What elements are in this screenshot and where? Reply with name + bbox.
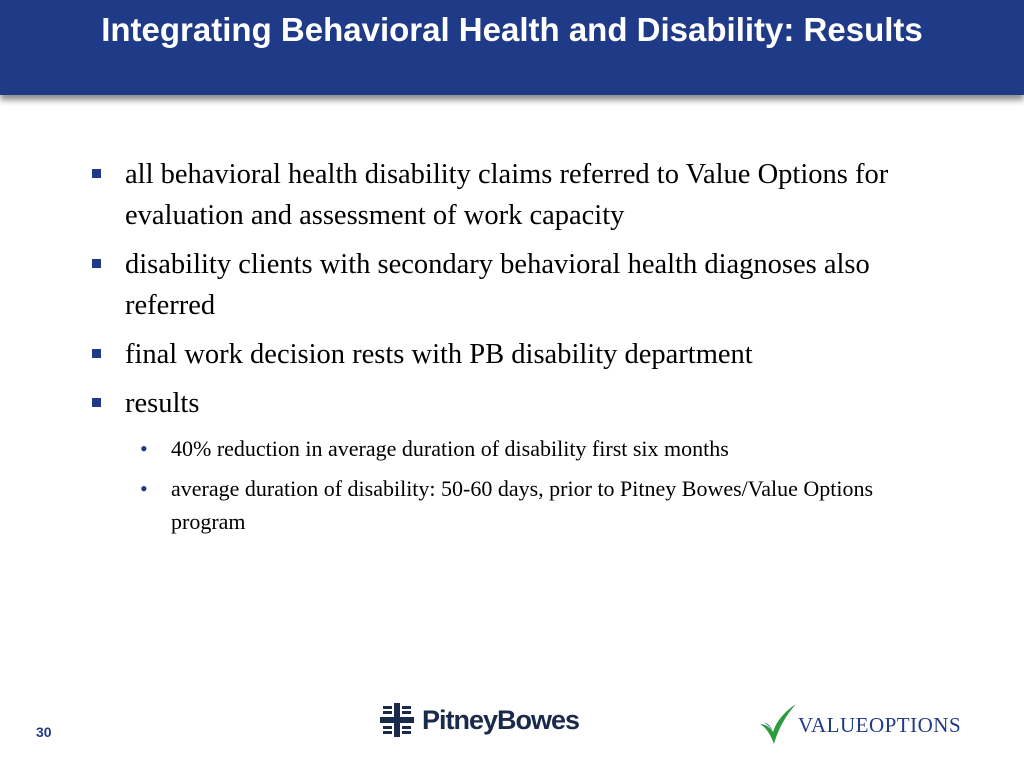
sub-bullet-item bbox=[88, 432, 928, 465]
bullet-text: results bbox=[125, 388, 200, 419]
value-options-logo bbox=[758, 702, 998, 748]
checkmark-icon bbox=[758, 702, 798, 748]
bullet-text: all behavioral health disability claims referred to Value Options for evaluation and assessment of work capacity bbox=[125, 159, 889, 231]
sub-bullet-text: average duration of disability: 50-60 days, prior to Pitney Bowes/Value Options program bbox=[171, 476, 874, 534]
slide-title: Integrating Behavioral Health and Disability: Results bbox=[101, 11, 923, 48]
value-options-wordmark: VALUEOPTIONS bbox=[798, 713, 962, 737]
square-bullet-icon bbox=[92, 349, 101, 358]
bullet-text: disability clients with secondary behavioral health diagnoses also referred bbox=[125, 249, 870, 321]
bullet-item bbox=[88, 334, 928, 375]
bullet-item bbox=[88, 154, 928, 236]
bullet-item bbox=[88, 383, 928, 424]
bullet-text: final work decision rests with PB disability department bbox=[125, 339, 753, 370]
title-bar bbox=[0, 0, 1024, 95]
pitney-bowes-mark-icon bbox=[380, 703, 414, 737]
square-bullet-icon bbox=[92, 398, 101, 407]
page-number: 30 bbox=[36, 724, 52, 740]
square-bullet-icon bbox=[92, 169, 101, 178]
square-bullet-icon bbox=[92, 259, 101, 268]
dot-bullet-icon: • bbox=[140, 436, 148, 461]
bullet-item bbox=[88, 244, 928, 326]
pitney-bowes-wordmark: PitneyBowes bbox=[422, 705, 580, 735]
dot-bullet-icon: • bbox=[140, 476, 148, 501]
bullet-list bbox=[88, 154, 928, 545]
sub-bullet-text: 40% reduction in average duration of disability first six months bbox=[171, 436, 729, 461]
sub-bullet-item bbox=[88, 472, 928, 538]
